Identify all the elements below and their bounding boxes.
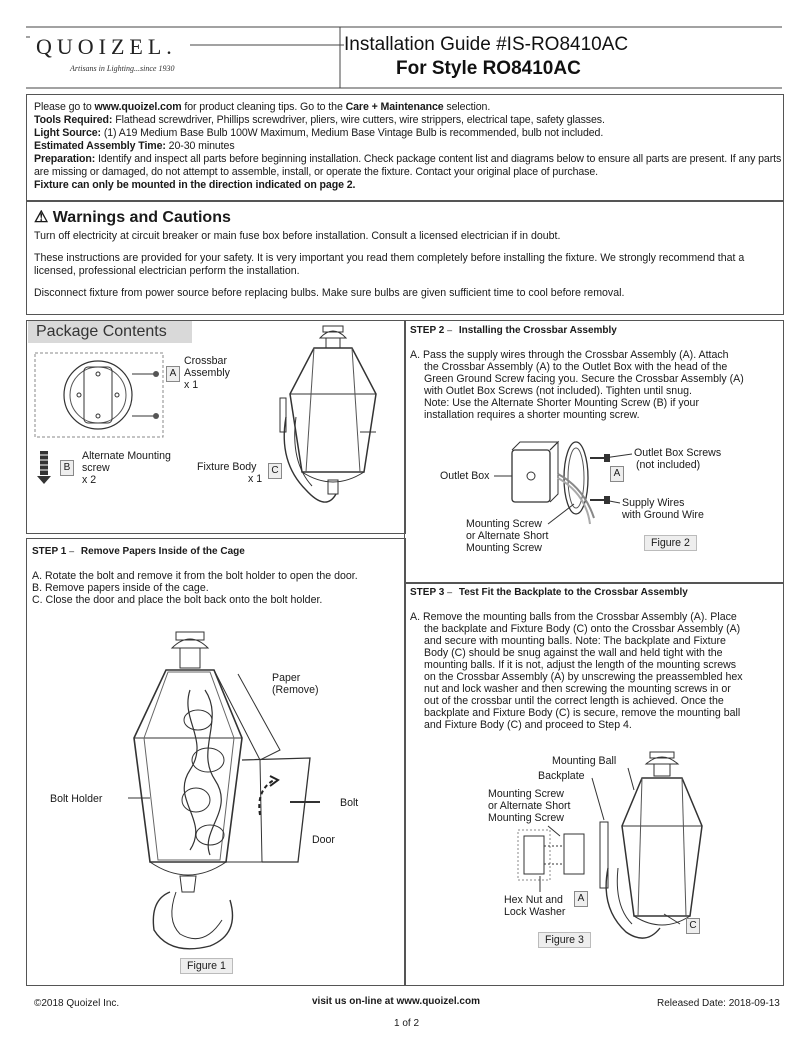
- step3-text-7: out of the crossbar until the correct length is achieved. Once the: [424, 695, 724, 707]
- step1-title: STEP 1 – Remove Papers Inside of the Cage: [32, 546, 245, 557]
- figure3-caption: Figure 3: [538, 932, 591, 948]
- step2-a-letter: A: [610, 466, 624, 482]
- step2-title: STEP 2 – Installing the Crossbar Assembly: [410, 325, 617, 336]
- part-b-letter: B: [60, 460, 74, 476]
- step2-text-2: Green Ground Screw facing you. Secure the Crossbar Assembly (A): [424, 373, 744, 385]
- outlet-box-label: Outlet Box: [440, 470, 490, 482]
- part-a-letter: A: [166, 366, 180, 382]
- part-a-qty: x 1: [184, 379, 199, 391]
- guide-title: Installation Guide #IS-RO8410AC: [344, 34, 629, 55]
- step3-a-letter: A: [574, 891, 588, 907]
- step3-text-6: nut and lock washer and then screwing the mounting screws in or: [424, 683, 731, 695]
- step3-text-8: backplate and Fixture Body (C) is secure, remove the mounting ball: [424, 707, 741, 719]
- assembly-time: Estimated Assembly Time: 20-30 minutes: [34, 140, 235, 152]
- step3-text-0: A. Remove the mounting balls from the Crossbar Assembly (A). Place: [410, 611, 737, 623]
- visit-link[interactable]: visit us on-line at www.quoizel.com: [312, 996, 480, 1007]
- step2-text-0: A. Pass the supply wires through the Crossbar Assembly (A). Attach: [410, 349, 729, 361]
- paper-label: Paper: [272, 672, 301, 684]
- intro-line1: Please go to www.quoizel.com for product cleaning tips. Go to the Care + Maintenance selection.: [34, 101, 491, 113]
- part-c-qty: x 1: [248, 473, 263, 485]
- part-c-letter: C: [268, 463, 282, 479]
- warning-p2: These instructions are provided for your safety. It is very important you read them completely before installing the fixture. We strongly recommend that a licensed, professional electrician perform the installation.: [34, 252, 745, 277]
- step2-text-1: the Crossbar Assembly (A) to the Outlet Box with the head of the: [424, 361, 728, 373]
- step3-text-5: on the Crossbar Assembly (A) by unscrewing the preassembled hex: [424, 671, 743, 683]
- preparation: Preparation: Identify and inspect all parts before beginning installation. Check package content list and diagrams below to ensure all parts are present. If any parts are missing or damaged, do not attempt to assemble, install, or operate the fixture. Contact your original place of purchase.: [34, 153, 782, 178]
- warnings-title: ⚠ Warnings and Cautions: [34, 209, 231, 226]
- step3-c-letter: C: [686, 918, 700, 934]
- step1-b: B. Remove papers inside of the cage.: [32, 582, 209, 594]
- warning-p3: Disconnect fixture from power source before replacing bulbs. Make sure bulbs are given sufficient time to cool before removal.: [34, 287, 625, 299]
- part-a-label: Crossbar Assembly: [184, 355, 230, 379]
- step3-text-4: mounting balls. If it is not, adjust the length of the mounting screws: [424, 659, 737, 671]
- step3-text-9: and Fixture Body (C) and proceed to Step 4.: [424, 719, 632, 731]
- bolt-holder-label: Bolt Holder: [50, 793, 103, 805]
- brand-tagline: Artisans in Lighting...since 1930: [70, 64, 175, 73]
- step3-text-3: Body (C) should be snug against the wall and held tight with the: [424, 647, 723, 659]
- step2-mounting-screw2-label: Mounting Screw: [466, 542, 542, 554]
- guide-subtitle: For Style RO8410AC: [396, 58, 581, 79]
- tools-required: Tools Required: Flathead screwdriver, Phillips screwdriver, pliers, wire cutters, wire strippers, electrical tape, safety glasses.: [34, 114, 605, 126]
- step3-text-2: and secure with mounting balls. Note: The backplate and Fixture: [424, 635, 726, 647]
- step2-text-3: with Outlet Box Screws (not included). Tighten until snug.: [424, 385, 692, 397]
- door-label: Door: [312, 834, 335, 846]
- ground-wire-label: with Ground Wire: [622, 509, 704, 521]
- step1-c: C. Close the door and place the bolt back onto the bolt holder.: [32, 594, 323, 606]
- step1-a: A. Rotate the bolt and remove it from the bolt holder to open the door.: [32, 570, 358, 582]
- part-b-qty: x 2: [82, 474, 97, 486]
- step3-alt-short-label: or Alternate Short: [488, 800, 571, 812]
- step3-title: STEP 3 – Test Fit the Backplate to the Crossbar Assembly: [410, 587, 688, 598]
- step2-text-4: Note: Use the Alternate Shorter Mounting Screw (B) if your: [424, 397, 699, 409]
- released-date: Released Date: 2018-09-13: [657, 998, 780, 1009]
- warning-triangle-icon: ⚠: [34, 209, 49, 226]
- step2-mounting-screw-label: Mounting Screw: [466, 518, 542, 530]
- hex-nut-label: Hex Nut and: [504, 894, 563, 906]
- warning-p1: Turn off electricity at circuit breaker or main fuse box before installation. Consult a licensed electrician if in doubt.: [34, 230, 561, 242]
- step3-mounting-screw-label: Mounting Screw: [488, 788, 564, 800]
- step2-alt-short-label: or Alternate Short: [466, 530, 549, 542]
- light-source: Light Source: (1) A19 Medium Base Bulb 100W Maximum, Medium Base Vintage Bulb is recommended, bulb not included.: [34, 127, 604, 139]
- website-link[interactable]: www.quoizel.com: [94, 101, 182, 113]
- bolt-label: Bolt: [340, 797, 359, 809]
- brand-logo: QUOIZEL.: [36, 34, 177, 59]
- lock-washer-label: Lock Washer: [504, 906, 566, 918]
- step3-mounting-screw2-label: Mounting Screw: [488, 812, 564, 824]
- step3-text-1: the backplate and Fixture Body (C) onto the Crossbar Assembly (A): [424, 623, 741, 635]
- outlet-box-screws-label: Outlet Box Screws: [634, 447, 722, 459]
- supply-wires-label: Supply Wires: [622, 497, 685, 509]
- page-number: 1 of 2: [394, 1018, 420, 1029]
- copyright: ©2018 Quoizel Inc.: [34, 998, 120, 1009]
- backplate-label: Backplate: [538, 770, 585, 782]
- package-title: Package Contents: [28, 321, 192, 343]
- figure2-caption: Figure 2: [644, 535, 697, 551]
- paper-remove-label: (Remove): [272, 684, 319, 696]
- part-c-label: Fixture Body: [197, 461, 257, 473]
- step2-text-5: installation requires a shorter mounting screw.: [424, 409, 640, 421]
- figure1-caption: Figure 1: [180, 958, 233, 974]
- mounting-ball-label: Mounting Ball: [552, 755, 617, 767]
- mount-note: Fixture can only be mounted in the direction indicated on page 2.: [34, 179, 356, 191]
- part-b-label: Alternate Mounting screw: [82, 450, 171, 474]
- not-included-label: (not included): [636, 459, 701, 471]
